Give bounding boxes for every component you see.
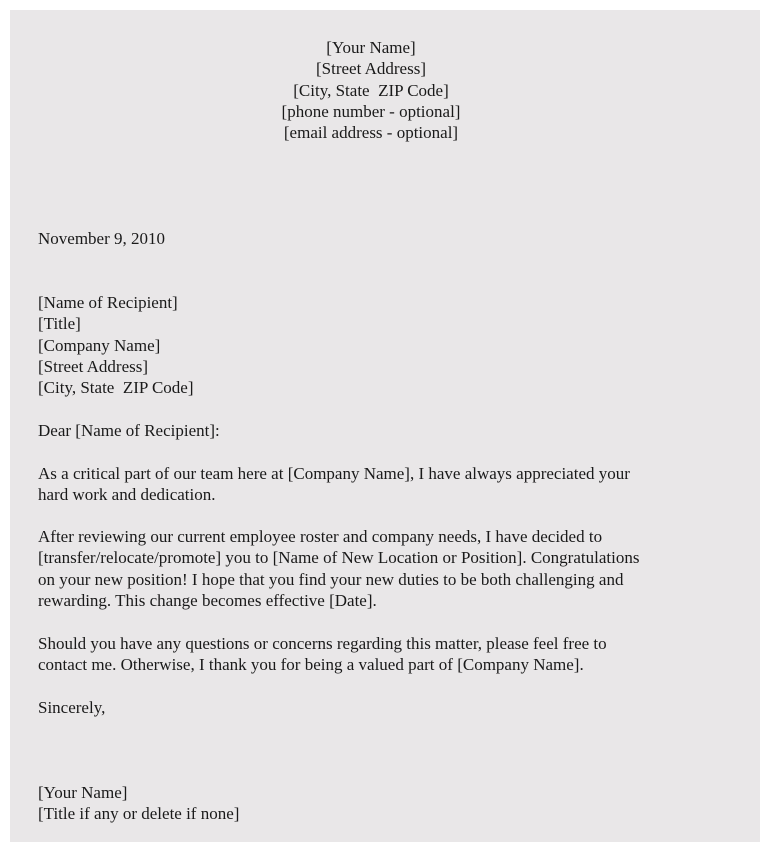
paragraph-line: As a critical part of our team here at [Company Name], I have always appreciated your [38,464,630,483]
paragraph-questions [38,633,738,676]
sender-phone: [phone number - optional] [281,101,461,121]
paragraph-line: After reviewing our current employee roster and company needs, I have decided to [38,527,603,546]
recipient-street: [Street Address] [38,356,149,376]
paragraph-line: hard work and dedication. [38,485,216,505]
letter-page [10,10,760,842]
salutation: Dear [Name of Recipient]: [38,421,220,440]
paragraph-transfer [38,526,738,611]
sender-city: [City, State ZIP Code] [293,80,449,100]
signature-block [38,782,738,825]
signature-name: [Your Name] [38,783,128,802]
recipient-city: [City, State ZIP Code] [38,378,194,398]
letter-date: November 9, 2010 [38,229,166,248]
paragraph-line: rewarding. This change becomes effective [Date]. [38,590,377,610]
recipient-name: [Name of Recipient] [38,293,178,312]
paragraph-line: contact me. Otherwise, I thank you for being a valued part of [Company Name]. [38,655,584,675]
recipient-company: [Company Name] [38,335,161,355]
sender-name: [Your Name] [326,38,416,57]
sender-email: [email address - optional] [283,123,459,143]
sender-street: [Street Address] [315,59,426,79]
recipient-address-block [38,292,738,398]
sender-address-block [10,37,732,143]
paragraph-line: on your new position! I hope that you find your new duties to be both challenging and [38,569,624,589]
closing: Sincerely, [38,698,106,717]
paragraph-line: Should you have any questions or concerns regarding this matter, please feel free to [38,634,607,653]
signature-title: [Title if any or delete if none] [38,804,240,824]
paragraph-line: [transfer/relocate/promote] you to [Name of New Location or Position]. Congratulations [38,548,640,568]
paragraph-appreciation [38,463,738,506]
recipient-title: [Title] [38,314,81,334]
